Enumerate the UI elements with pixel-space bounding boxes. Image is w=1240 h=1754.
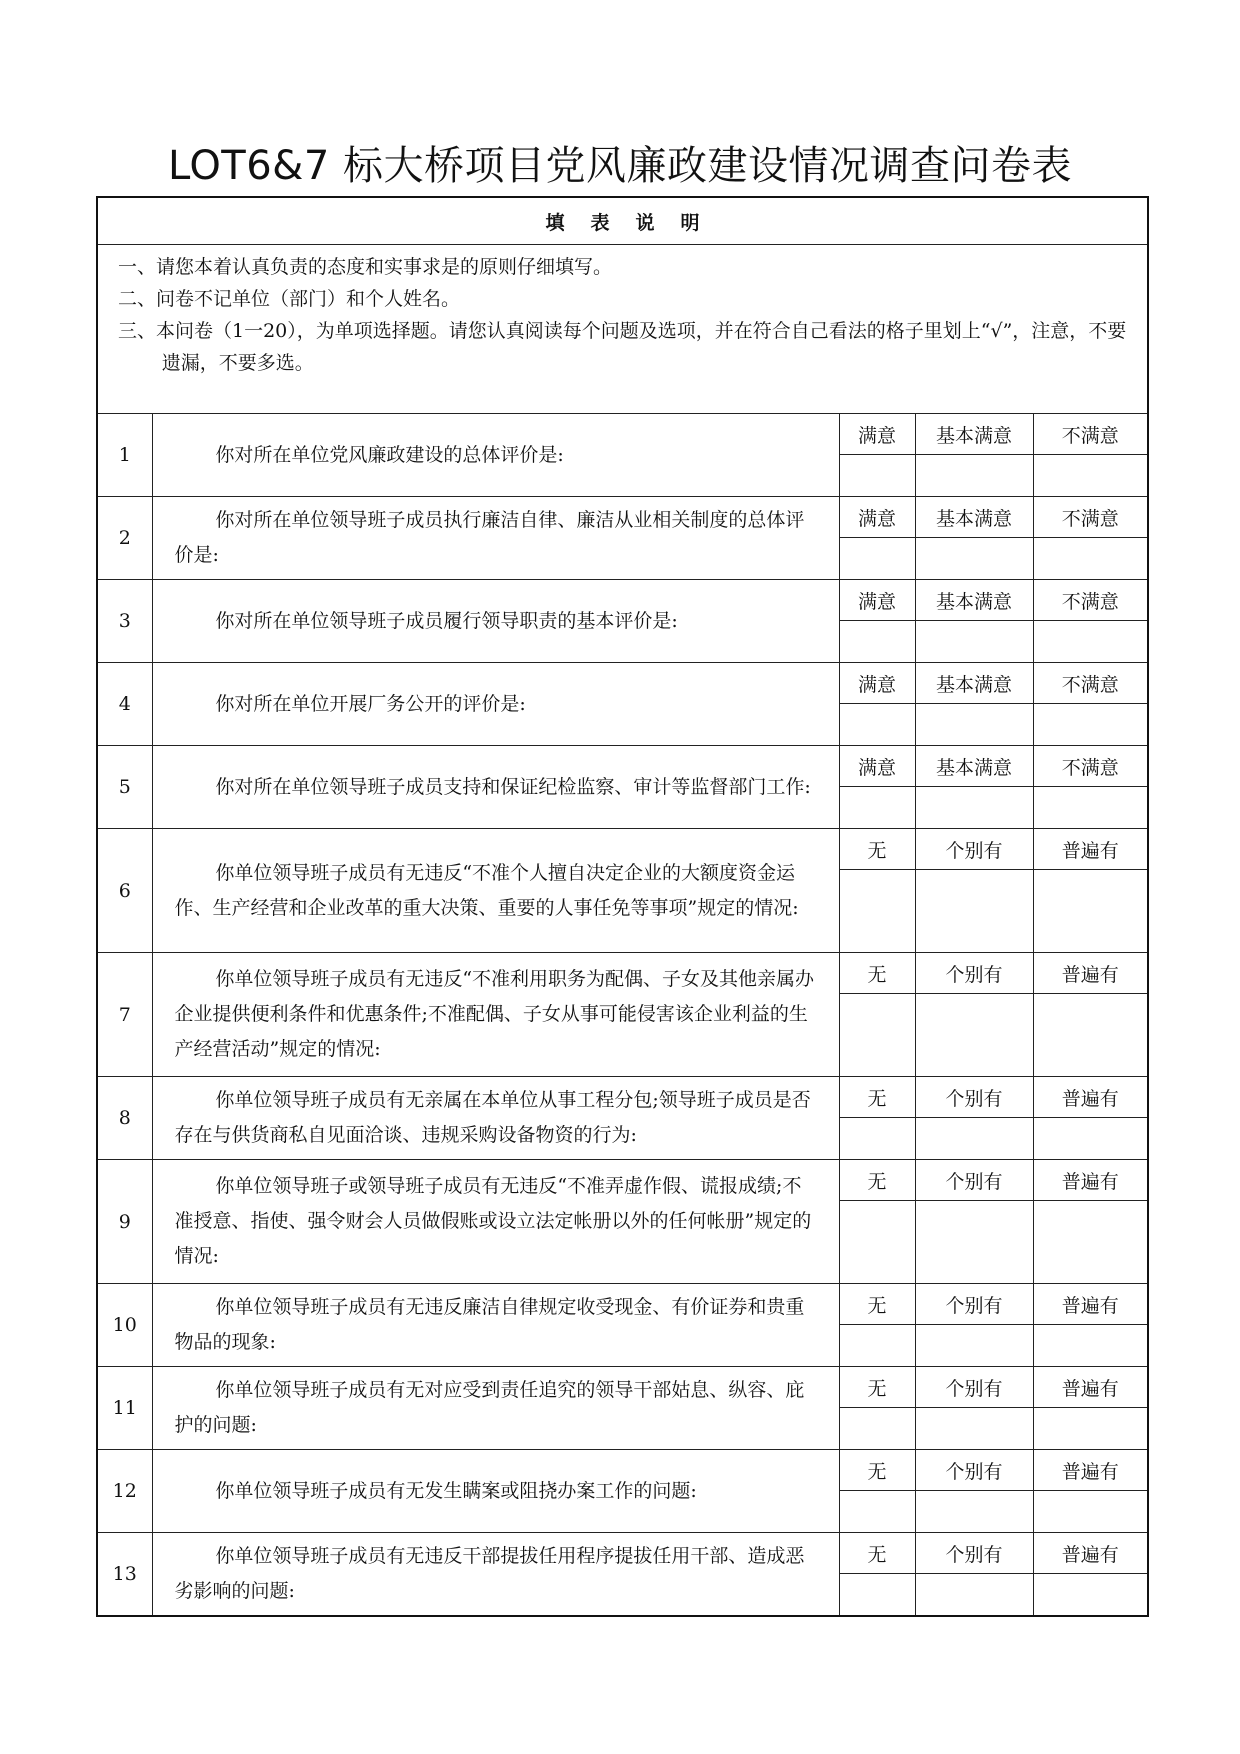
question-row	[97, 580, 1148, 621]
option-label: 普遍有	[1033, 1077, 1148, 1118]
option-label: 不满意	[1033, 663, 1148, 704]
answer-cell[interactable]	[839, 787, 915, 829]
option-label: 普遍有	[1033, 1533, 1148, 1574]
answer-cell[interactable]	[1033, 1574, 1148, 1617]
question-text: 你单位领导班子成员有无违反“不准利用职务为配偶、子女及其他亲属办企业提供便利条件和优惠条件;不准配偶、子女从事可能侵害该企业利益的生产经营活动”规定的情况:	[152, 953, 839, 1077]
survey-table	[96, 196, 1149, 1617]
answer-cell[interactable]	[915, 1491, 1033, 1533]
answer-cell[interactable]	[915, 621, 1033, 663]
option-label: 个别有	[915, 1450, 1033, 1491]
answer-cell[interactable]	[1033, 704, 1148, 746]
option-label: 基本满意	[915, 497, 1033, 538]
option-label: 无	[839, 1450, 915, 1491]
question-text: 你单位领导班子成员有无亲属在本单位从事工程分包;领导班子成员是否存在与供货商私自见面洽谈、违规采购设备物资的行为:	[152, 1077, 839, 1160]
question-row	[97, 497, 1148, 538]
answer-cell[interactable]	[839, 1118, 915, 1160]
answer-cell[interactable]	[1033, 994, 1148, 1077]
option-label: 满意	[839, 414, 915, 455]
question-row	[97, 414, 1148, 455]
question-text: 你单位领导班子成员有无违反干部提拔任用程序提拔任用干部、造成恶劣影响的问题:	[152, 1533, 839, 1617]
option-label: 无	[839, 953, 915, 994]
question-text: 你单位领导班子成员有无违反廉洁自律规定收受现金、有价证券和贵重物品的现象:	[152, 1284, 839, 1367]
option-label: 普遍有	[1033, 1160, 1148, 1201]
answer-cell[interactable]	[1033, 1201, 1148, 1284]
question-number: 6	[97, 829, 152, 953]
question-number: 13	[97, 1533, 152, 1617]
question-text: 你对所在单位领导班子成员支持和保证纪检监察、审计等监督部门工作:	[152, 746, 839, 829]
question-text: 你单位领导班子成员有无发生瞒案或阻挠办案工作的问题:	[152, 1450, 839, 1533]
option-label: 普遍有	[1033, 829, 1148, 870]
question-text: 你对所在单位领导班子成员执行廉洁自律、廉洁从业相关制度的总体评价是:	[152, 497, 839, 580]
answer-cell[interactable]	[839, 1408, 915, 1450]
option-label: 不满意	[1033, 580, 1148, 621]
question-row	[97, 1533, 1148, 1574]
answer-cell[interactable]	[915, 455, 1033, 497]
option-label: 不满意	[1033, 746, 1148, 787]
instruction-line: 一、请您本着认真负责的态度和实事求是的原则仔细填写。	[118, 256, 613, 278]
answer-cell[interactable]	[839, 704, 915, 746]
question-text: 你对所在单位开展厂务公开的评价是:	[152, 663, 839, 746]
question-number: 5	[97, 746, 152, 829]
question-row	[97, 1160, 1148, 1201]
answer-cell[interactable]	[1033, 787, 1148, 829]
answer-cell[interactable]	[839, 870, 915, 953]
option-label: 无	[839, 1160, 915, 1201]
answer-cell[interactable]	[839, 994, 915, 1077]
answer-cell[interactable]	[915, 1408, 1033, 1450]
option-label: 个别有	[915, 829, 1033, 870]
question-number: 3	[97, 580, 152, 663]
question-number: 9	[97, 1160, 152, 1284]
question-text: 你单位领导班子或领导班子成员有无违反“不准弄虚作假、谎报成绩;不准授意、指使、强令财会人员做假账或设立法定帐册以外的任何帐册”规定的情况:	[152, 1160, 839, 1284]
option-label: 个别有	[915, 1367, 1033, 1408]
question-number: 12	[97, 1450, 152, 1533]
question-row	[97, 746, 1148, 787]
answer-cell[interactable]	[1033, 538, 1148, 580]
answer-cell[interactable]	[839, 455, 915, 497]
question-number: 4	[97, 663, 152, 746]
option-label: 个别有	[915, 1533, 1033, 1574]
answer-cell[interactable]	[839, 538, 915, 580]
option-label: 个别有	[915, 1077, 1033, 1118]
answer-cell[interactable]	[915, 1201, 1033, 1284]
answer-cell[interactable]	[915, 787, 1033, 829]
option-label: 基本满意	[915, 414, 1033, 455]
answer-cell[interactable]	[839, 1574, 915, 1617]
option-label: 满意	[839, 746, 915, 787]
question-number: 10	[97, 1284, 152, 1367]
answer-cell[interactable]	[1033, 621, 1148, 663]
question-text: 你单位领导班子成员有无对应受到责任追究的领导干部姑息、纵容、庇护的问题:	[152, 1367, 839, 1450]
question-number: 1	[97, 414, 152, 497]
answer-cell[interactable]	[1033, 1408, 1148, 1450]
answer-cell[interactable]	[915, 1325, 1033, 1367]
option-label: 基本满意	[915, 746, 1033, 787]
option-label: 满意	[839, 497, 915, 538]
option-label: 普遍有	[1033, 953, 1148, 994]
answer-cell[interactable]	[839, 621, 915, 663]
option-label: 普遍有	[1033, 1450, 1148, 1491]
question-number: 2	[97, 497, 152, 580]
answer-cell[interactable]	[1033, 1325, 1148, 1367]
question-row	[97, 1450, 1148, 1491]
answer-cell[interactable]	[839, 1325, 915, 1367]
option-label: 普遍有	[1033, 1367, 1148, 1408]
answer-cell[interactable]	[915, 538, 1033, 580]
question-row	[97, 953, 1148, 994]
answer-cell[interactable]	[915, 994, 1033, 1077]
answer-cell[interactable]	[1033, 870, 1148, 953]
answer-cell[interactable]	[1033, 1118, 1148, 1160]
page-title: LOT6&7 标大桥项目党风廉政建设情况调查问卷表	[167, 143, 1073, 189]
option-label: 基本满意	[915, 580, 1033, 621]
option-label: 无	[839, 1367, 915, 1408]
instructions-heading: 填表说明	[97, 197, 1148, 245]
answer-cell[interactable]	[915, 1118, 1033, 1160]
option-label: 普遍有	[1033, 1284, 1148, 1325]
question-row	[97, 1077, 1148, 1118]
instruction-line: 二、问卷不记单位（部门）和个人姓名。	[118, 288, 461, 310]
option-label: 不满意	[1033, 414, 1148, 455]
answer-cell[interactable]	[1033, 455, 1148, 497]
option-label: 无	[839, 1077, 915, 1118]
question-row	[97, 1367, 1148, 1408]
instructions-body	[97, 245, 1148, 414]
option-label: 不满意	[1033, 497, 1148, 538]
answer-cell[interactable]	[1033, 1491, 1148, 1533]
instruction-line: 三、本问卷（1一20），为单项选择题。请您认真阅读每个问题及选项，并在符合自己看法的格子里划上“√”，注意，不要遗漏，不要多选。	[118, 320, 1127, 374]
answer-cell[interactable]	[915, 870, 1033, 953]
option-label: 无	[839, 1533, 915, 1574]
option-label: 无	[839, 829, 915, 870]
answer-cell[interactable]	[839, 1491, 915, 1533]
question-text: 你单位领导班子成员有无违反“不准个人擅自决定企业的大额度资金运作、生产经营和企业改革的重大决策、重要的人事任免等事项”规定的情况:	[152, 829, 839, 953]
question-row	[97, 1284, 1148, 1325]
answer-cell[interactable]	[839, 1201, 915, 1284]
answer-cell[interactable]	[915, 1574, 1033, 1617]
option-label: 无	[839, 1284, 915, 1325]
answer-cell[interactable]	[915, 704, 1033, 746]
option-label: 满意	[839, 580, 915, 621]
question-number: 11	[97, 1367, 152, 1450]
question-number: 8	[97, 1077, 152, 1160]
question-text: 你对所在单位领导班子成员履行领导职责的基本评价是:	[152, 580, 839, 663]
question-text: 你对所在单位党风廉政建设的总体评价是:	[152, 414, 839, 497]
question-number: 7	[97, 953, 152, 1077]
option-label: 基本满意	[915, 663, 1033, 704]
question-row	[97, 663, 1148, 704]
option-label: 个别有	[915, 1284, 1033, 1325]
option-label: 个别有	[915, 1160, 1033, 1201]
option-label: 个别有	[915, 953, 1033, 994]
question-row	[97, 829, 1148, 870]
option-label: 满意	[839, 663, 915, 704]
